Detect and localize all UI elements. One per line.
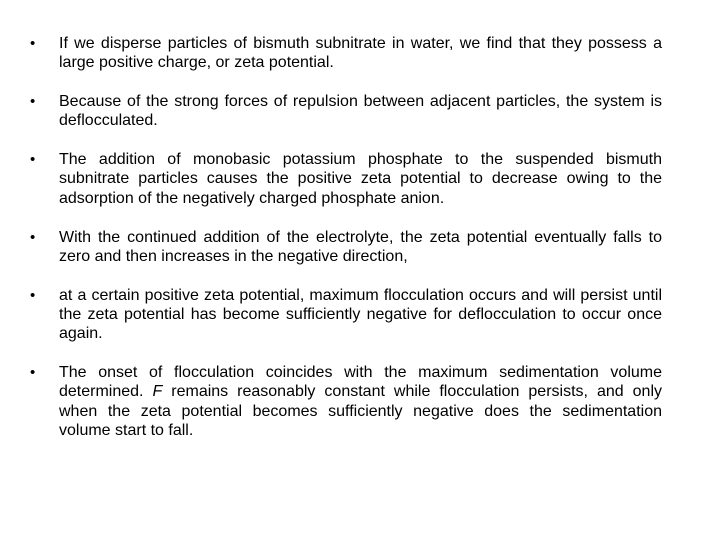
sedimentation-volume-symbol: F	[152, 383, 163, 401]
bullet-text	[59, 364, 662, 439]
bullet-text-part: The onset of flocculation coincides with the maximum sedimentation volume determined.	[59, 364, 662, 401]
bullet-text: With the continued addition of the electrolyte, the zeta potential eventually falls to zero and then increases in the negative direction,	[59, 228, 662, 265]
bullet-item	[30, 228, 662, 267]
bullet-icon: •	[30, 151, 36, 169]
bullet-text: The addition of monobasic potassium phosphate to the suspended bismuth subnitrate particles causes the positive zeta potential to decrease owing to the adsorption of the negatively charged phosphate anion.	[59, 151, 662, 207]
bullet-text: Because of the strong forces of repulsion between adjacent particles, the system is deflocculated.	[59, 93, 662, 130]
bullet-icon: •	[30, 35, 36, 52]
bullet-icon: •	[30, 364, 36, 382]
bullet-item	[30, 150, 662, 208]
bullet-item	[30, 92, 662, 131]
bullet-text-part: remains reasonably constant while flocculation persists, and only when the zeta potential becomes sufficiently negative does the sedimentation volume start to fall.	[59, 383, 662, 439]
bullet-item	[30, 34, 662, 73]
bullet-list	[30, 34, 662, 460]
bullet-text: at a certain positive zeta potential, maximum flocculation occurs and will persist until the zeta potential has become sufficiently negative for deflocculation to occur once again.	[59, 286, 662, 343]
bullet-icon: •	[30, 93, 36, 111]
bullet-icon: •	[30, 228, 36, 246]
bullet-icon: •	[30, 286, 36, 304]
bullet-item	[30, 363, 662, 440]
bullet-text: If we disperse particles of bismuth subnitrate in water, we find that they possess a large positive charge, or zeta potential.	[59, 35, 662, 72]
bullet-item	[30, 286, 662, 344]
